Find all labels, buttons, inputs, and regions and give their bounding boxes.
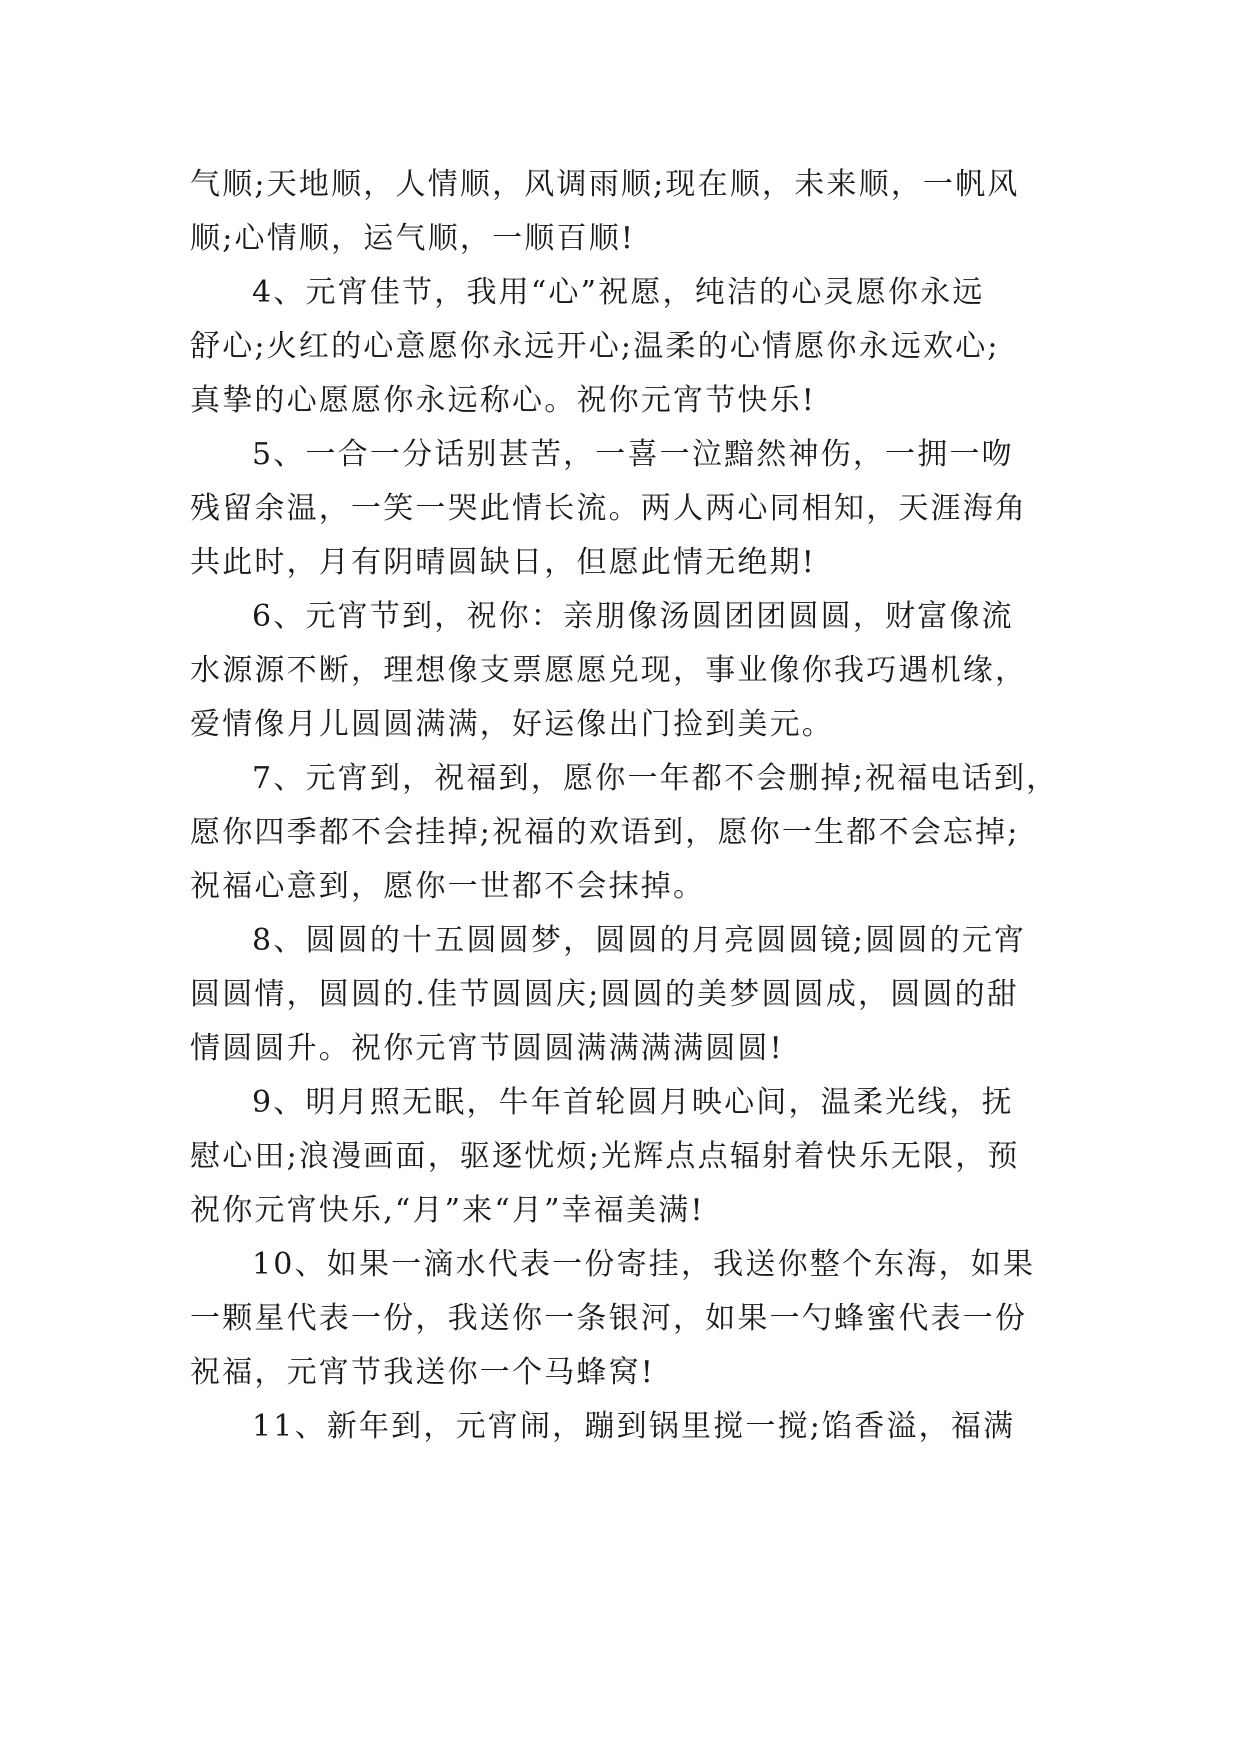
text-line: 水源源不断，理想像支票愿愿兑现，事业像你我巧遇机缘， xyxy=(190,653,1028,688)
text-line: 情圆圆升。祝你元宵节圆圆满满满满圆圆! xyxy=(190,1031,784,1066)
text-line: 祝福心意到，愿你一世都不会抹掉。 xyxy=(190,869,706,904)
text-line: 残留余温，一笑一哭此情长流。两人两心同相知，天涯海角 xyxy=(190,491,1028,526)
text-line: 祝福，元宵节我送你一个马蜂窝! xyxy=(190,1355,656,1390)
text-line: 爱情像月儿圆圆满满，好运像出门捡到美元。 xyxy=(190,707,834,742)
document-body xyxy=(190,158,1059,1454)
text-line: 共此时，月有阴晴圆缺日，但愿此情无绝期! xyxy=(190,545,817,580)
text-line: 舒心;火红的心意愿你永远开心;温柔的心情愿你永远欢心; xyxy=(190,329,1000,364)
paragraph-start-line: 11、新年到，元宵闹，蹦到锅里搅一搅;馅香溢，福满 xyxy=(252,1409,1016,1444)
text-line: 气顺;天地顺，人情顺，风调雨顺;现在顺，未来顺，一帆风 xyxy=(190,167,1020,202)
paragraph-start-line: 8、圆圆的十五圆圆梦，圆圆的月亮圆圆镜;圆圆的元宵 xyxy=(252,923,1027,958)
paragraph-start-line: 7、元宵到，祝福到，愿你一年都不会删掉;祝福电话到， xyxy=(252,761,1059,796)
text-line: 慰心田;浪漫画面，驱逐忧烦;光辉点点辐射着快乐无限，预 xyxy=(190,1139,1020,1174)
text-line: 顺;心情顺，运气顺，一顺百顺! xyxy=(190,221,636,256)
paragraph-start-line: 5、一合一分话别甚苦，一喜一泣黯然神伤，一拥一吻 xyxy=(252,437,1014,472)
paragraph-start-line: 9、明月照无眠，牛年首轮圆月映心间，温柔光线，抚 xyxy=(252,1085,1014,1120)
text-line: 一颗星代表一份，我送你一条银河，如果一勺蜂蜜代表一份 xyxy=(190,1301,1028,1336)
paragraph-start-line: 6、元宵节到，祝你：亲朋像汤圆团团圆圆，财富像流 xyxy=(252,599,1014,634)
text-line: 祝你元宵快乐,“月”来“月”幸福美满! xyxy=(190,1193,705,1228)
paragraph-start-line: 4、元宵佳节，我用“心”祝愿，纯洁的心灵愿你永远 xyxy=(252,275,985,310)
text-line: 圆圆情，圆圆的.佳节圆圆庆;圆圆的美梦圆圆成，圆圆的甜 xyxy=(190,977,1020,1012)
text-line: 愿你四季都不会挂掉;祝福的欢语到，愿你一生都不会忘掉; xyxy=(190,815,1020,850)
paragraph-start-line: 10、如果一滴水代表一份寄挂，我送你整个东海，如果 xyxy=(252,1247,1036,1282)
text-line: 真挚的心愿愿你永远称心。祝你元宵节快乐! xyxy=(190,383,817,418)
